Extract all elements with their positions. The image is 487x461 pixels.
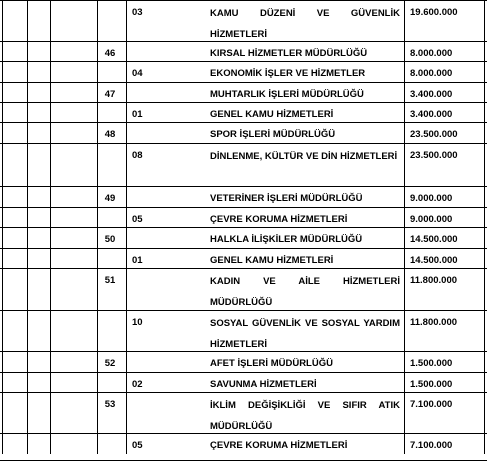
program-code: 51 — [104, 275, 116, 286]
column-divider — [126, 103, 127, 123]
column-divider — [484, 83, 485, 103]
amount: 11.800.000 — [410, 317, 458, 328]
table-row — [0, 227, 487, 248]
row-title: KAMU DÜZENİ VE GÜVENLİK HİZMETLERİ — [210, 8, 400, 40]
row-title: SAVUNMA HİZMETLERİ — [210, 379, 317, 390]
column-divider — [27, 83, 28, 103]
column-divider — [50, 208, 51, 228]
column-divider — [2, 311, 3, 352]
column-divider — [404, 187, 405, 208]
program-code: 50 — [104, 234, 116, 245]
column-divider — [404, 62, 405, 83]
column-divider — [50, 62, 51, 83]
column-divider — [484, 144, 485, 187]
row-title: AFET İŞLERİ MÜDÜRLÜĞÜ — [210, 358, 333, 369]
amount: 23.500.000 — [410, 129, 458, 140]
amount: 8.000.000 — [410, 48, 453, 59]
amount: 23.500.000 — [410, 150, 458, 161]
table-row — [0, 82, 487, 102]
column-divider — [50, 228, 51, 249]
column-divider — [126, 228, 127, 249]
row-title: ÇEVRE KORUMA HİZMETLERİ — [210, 440, 348, 451]
column-divider — [27, 208, 28, 228]
table-row — [0, 268, 487, 310]
column-divider — [2, 373, 3, 393]
column-divider — [2, 352, 3, 373]
column-divider — [50, 42, 51, 62]
column-divider — [2, 42, 3, 62]
column-divider — [97, 144, 98, 187]
column-divider — [27, 269, 28, 311]
column-divider — [126, 249, 127, 269]
table-row — [0, 351, 487, 372]
column-divider — [2, 103, 3, 123]
column-divider — [27, 123, 28, 144]
column-divider — [97, 269, 98, 311]
column-divider — [27, 144, 28, 187]
column-divider — [126, 208, 127, 228]
column-divider — [27, 1, 28, 42]
column-divider — [2, 144, 3, 187]
column-divider — [484, 434, 485, 454]
column-divider — [50, 103, 51, 123]
column-divider — [484, 269, 485, 311]
amount: 9.000.000 — [410, 193, 453, 204]
column-divider — [126, 123, 127, 144]
column-divider — [27, 187, 28, 208]
column-divider — [27, 228, 28, 249]
column-divider — [404, 373, 405, 393]
amount: 1.500.000 — [410, 358, 453, 369]
column-divider — [97, 187, 98, 208]
table-row — [0, 102, 487, 122]
column-divider — [97, 249, 98, 269]
amount: 14.500.000 — [410, 234, 458, 245]
column-divider — [126, 373, 127, 393]
column-divider — [484, 187, 485, 208]
column-divider — [126, 434, 127, 454]
amount: 14.500.000 — [410, 255, 458, 266]
column-divider — [2, 62, 3, 83]
column-divider — [404, 352, 405, 373]
amount: 7.100.000 — [410, 440, 453, 451]
column-divider — [484, 249, 485, 269]
row-title: GENEL KAMU HİZMETLERİ — [210, 109, 334, 120]
column-divider — [2, 187, 3, 208]
column-divider — [126, 144, 127, 187]
column-divider — [50, 373, 51, 393]
amount: 19.600.000 — [410, 7, 458, 18]
column-divider — [484, 228, 485, 249]
column-divider — [404, 249, 405, 269]
amount: 3.400.000 — [410, 109, 453, 120]
program-code: 53 — [104, 399, 116, 410]
column-divider — [404, 123, 405, 144]
column-divider — [126, 352, 127, 373]
column-divider — [484, 208, 485, 228]
table-row — [0, 41, 487, 61]
table-row — [0, 0, 487, 41]
column-divider — [126, 393, 127, 434]
column-divider — [50, 434, 51, 454]
table-row — [0, 61, 487, 82]
column-divider — [2, 393, 3, 434]
column-divider — [97, 1, 98, 42]
program-code: 47 — [104, 89, 116, 100]
row-title: MUHTARLIK İŞLERİ MÜDÜRLÜĞÜ — [210, 89, 364, 100]
column-divider — [97, 311, 98, 352]
row-title: VETERİNER İŞLERİ MÜDÜRLÜĞÜ — [210, 193, 363, 204]
function-code: 05 — [132, 214, 143, 225]
column-divider — [404, 1, 405, 42]
column-divider — [97, 373, 98, 393]
column-divider — [404, 311, 405, 352]
column-divider — [27, 373, 28, 393]
column-divider — [50, 187, 51, 208]
column-divider — [27, 434, 28, 454]
program-code: 52 — [104, 358, 116, 369]
column-divider — [2, 434, 3, 454]
column-divider — [484, 123, 485, 144]
amount: 7.100.000 — [410, 399, 453, 410]
table-row — [0, 122, 487, 143]
column-divider — [404, 144, 405, 187]
function-code: 03 — [132, 7, 143, 18]
column-divider — [97, 352, 98, 373]
row-title: HALKLA İLİŞKİLER MÜDÜRLÜĞÜ — [210, 234, 363, 245]
column-divider — [27, 393, 28, 434]
column-divider — [97, 103, 98, 123]
function-code: 01 — [132, 109, 143, 120]
column-divider — [126, 62, 127, 83]
column-divider — [27, 62, 28, 83]
column-divider — [126, 42, 127, 62]
column-divider — [27, 42, 28, 62]
column-divider — [484, 103, 485, 123]
column-divider — [404, 269, 405, 311]
column-divider — [404, 434, 405, 454]
column-divider — [97, 83, 98, 103]
function-code: 02 — [132, 379, 143, 390]
column-divider — [404, 103, 405, 123]
column-divider — [97, 123, 98, 144]
column-divider — [404, 42, 405, 62]
column-divider — [404, 393, 405, 434]
column-divider — [484, 393, 485, 434]
column-divider — [126, 311, 127, 352]
column-divider — [97, 434, 98, 454]
column-divider — [2, 123, 3, 144]
program-code: 49 — [104, 193, 116, 204]
table-row — [0, 248, 487, 268]
column-divider — [97, 62, 98, 83]
column-divider — [50, 1, 51, 42]
row-title: SPOR İŞLERİ MÜDÜRLÜĞÜ — [210, 129, 336, 140]
row-title: SOSYAL GÜVENLİK VE SOSYAL YARDIM HİZMETLERİ — [210, 318, 400, 350]
column-divider — [27, 311, 28, 352]
column-divider — [50, 123, 51, 144]
column-divider — [97, 208, 98, 228]
column-divider — [97, 42, 98, 62]
function-code: 01 — [132, 255, 143, 266]
function-code: 08 — [132, 150, 143, 161]
table-row — [0, 433, 487, 453]
table-row — [0, 186, 487, 207]
column-divider — [97, 393, 98, 434]
column-divider — [484, 42, 485, 62]
table-row — [0, 392, 487, 433]
column-divider — [50, 144, 51, 187]
column-divider — [2, 249, 3, 269]
table-row — [0, 207, 487, 227]
function-code: 04 — [132, 68, 143, 79]
column-divider — [50, 269, 51, 311]
amount: 3.400.000 — [410, 89, 453, 100]
column-divider — [484, 373, 485, 393]
program-code: 46 — [104, 48, 116, 59]
column-divider — [126, 1, 127, 42]
row-title: KADIN VE AİLE HİZMETLERİ MÜDÜRLÜĞÜ — [210, 276, 400, 308]
amount: 11.800.000 — [410, 275, 458, 286]
table-row — [0, 310, 487, 351]
column-divider — [484, 1, 485, 42]
row-title: KIRSAL HİZMETLER MÜDÜRLÜĞÜ — [210, 48, 368, 59]
table-row — [0, 372, 487, 392]
column-divider — [50, 393, 51, 434]
column-divider — [50, 83, 51, 103]
column-divider — [484, 311, 485, 352]
column-divider — [50, 311, 51, 352]
column-divider — [404, 228, 405, 249]
column-divider — [126, 83, 127, 103]
row-title: ÇEVRE KORUMA HİZMETLERİ — [210, 214, 348, 225]
amount: 1.500.000 — [410, 379, 453, 390]
program-code: 48 — [104, 129, 116, 140]
amount: 8.000.000 — [410, 68, 453, 79]
row-title: DİNLENME, KÜLTÜR VE DİN HİZMETLERİ — [210, 151, 398, 162]
column-divider — [50, 352, 51, 373]
row-title: GENEL KAMU HİZMETLERİ — [210, 255, 334, 266]
column-divider — [97, 228, 98, 249]
row-title: EKONOMİK İŞLER VE HİZMETLER — [210, 68, 366, 79]
function-code: 05 — [132, 440, 143, 451]
column-divider — [484, 352, 485, 373]
column-divider — [2, 228, 3, 249]
column-divider — [2, 269, 3, 311]
table-row — [0, 143, 487, 186]
column-divider — [2, 208, 3, 228]
column-divider — [404, 83, 405, 103]
column-divider — [27, 249, 28, 269]
column-divider — [2, 83, 3, 103]
column-divider — [50, 249, 51, 269]
column-divider — [27, 103, 28, 123]
column-divider — [484, 62, 485, 83]
amount: 9.000.000 — [410, 214, 453, 225]
column-divider — [126, 269, 127, 311]
function-code: 10 — [132, 317, 143, 328]
column-divider — [27, 352, 28, 373]
column-divider — [126, 187, 127, 208]
column-divider — [404, 208, 405, 228]
column-divider — [2, 1, 3, 42]
row-title: İKLİM DEĞİŞİKLİĞİ VE SIFIR ATIK MÜDÜRLÜĞÜ — [210, 400, 400, 432]
